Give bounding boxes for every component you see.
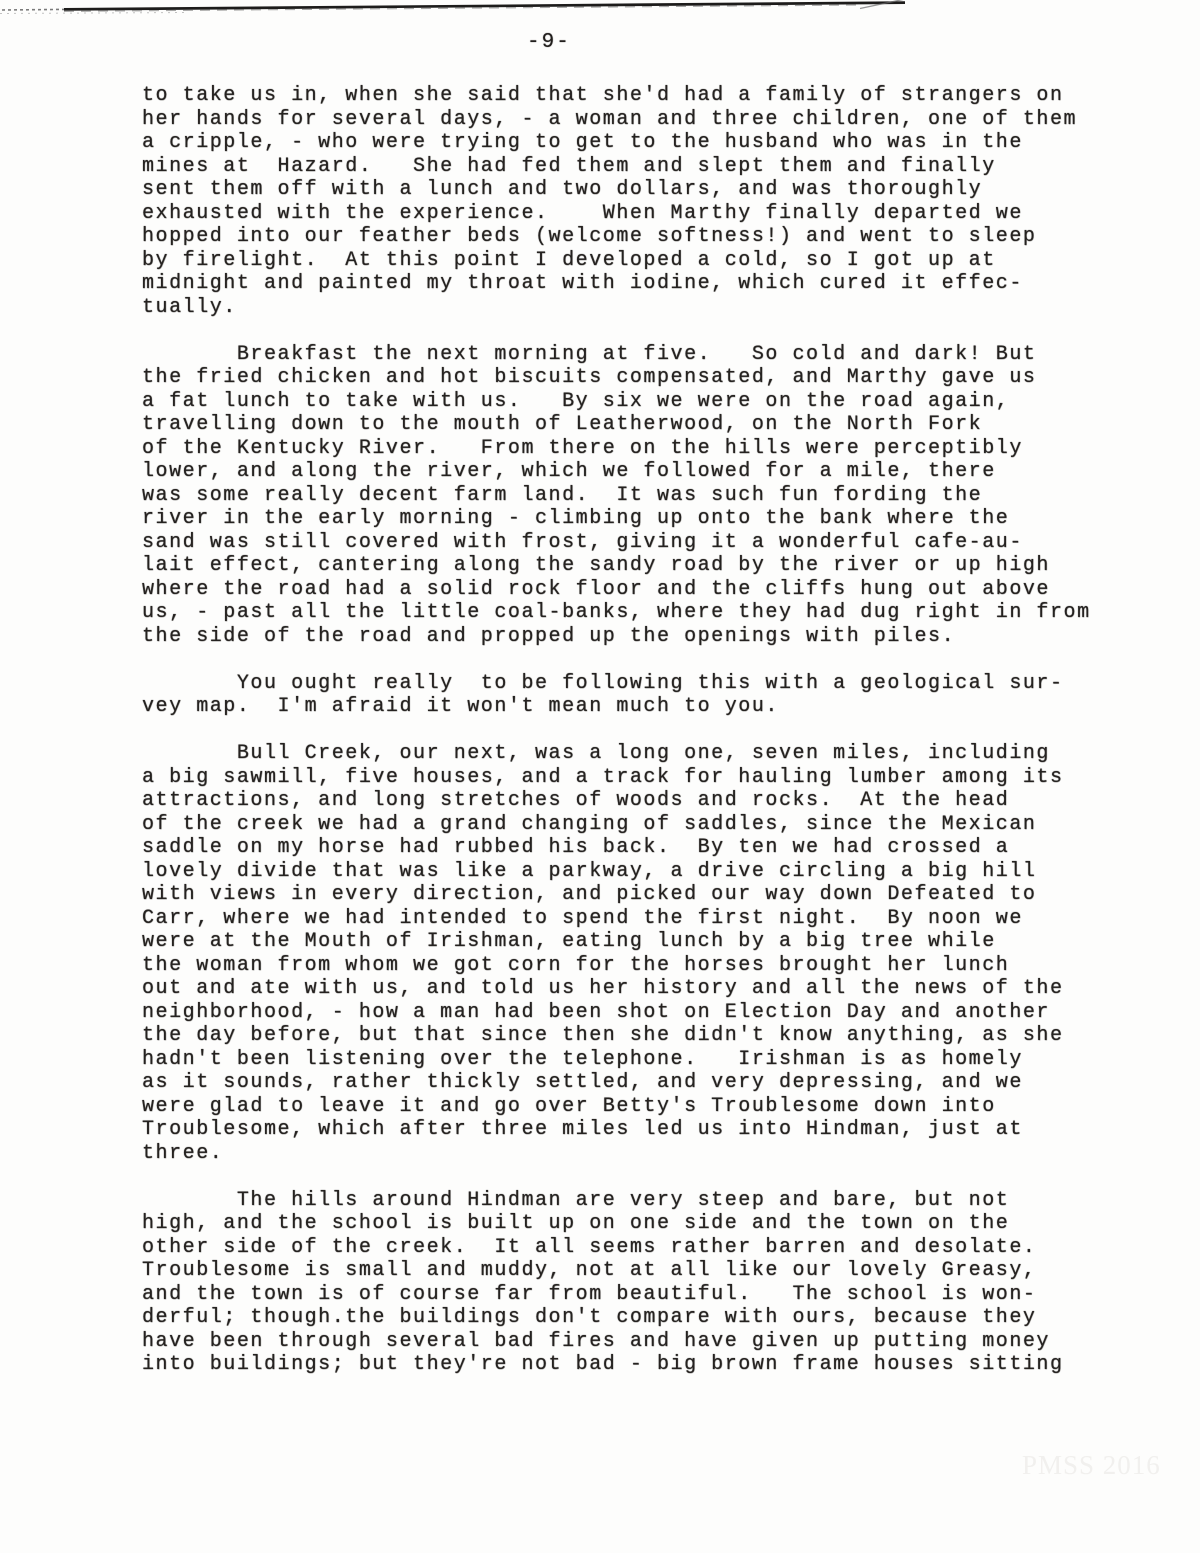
text-line: midnight and painted my throat with iodine, which cured it effec-: [142, 272, 1023, 295]
text-line: river in the early morning - climbing up onto the bank where the: [142, 507, 1010, 530]
text-line: sent them off with a lunch and two dollars, and was thoroughly: [142, 178, 983, 201]
document-body: [142, 84, 1152, 1400]
text-line: a cripple, - who were trying to get to the husband who was in the: [142, 131, 1023, 154]
text-line: with views in every direction, and picked our way down Defeated to: [142, 883, 1037, 906]
text-line: attractions, and long stretches of woods and rocks. At the head: [142, 789, 1010, 812]
text-line: Troublesome, which after three miles led us into Hindman, just at: [142, 1118, 1023, 1141]
watermark: PMSS 2016: [1022, 1450, 1161, 1480]
text-line: lower, and along the river, which we followed for a mile, there: [142, 460, 996, 483]
text-line: of the creek we had a grand changing of saddles, since the Mexican: [142, 812, 1037, 836]
text-line: the woman from whom we got corn for the horses brought her lunch: [142, 953, 1010, 977]
text-line: the fried chicken and hot biscuits compensated, and Marthy gave us: [142, 366, 1037, 389]
text-line: into buildings; but they're not bad - big brown frame houses sitting: [142, 1353, 1064, 1376]
text-line: saddle on my horse had rubbed his back. By ten we had crossed a: [142, 836, 1010, 859]
text-line: her hands for several days, - a woman and three children, one of them: [142, 107, 1078, 131]
text-line: by firelight. At this point I developed a cold, so I got up at: [142, 248, 996, 272]
paragraph: [142, 343, 1152, 649]
text-line: the side of the road and propped up the openings with piles.: [142, 624, 956, 648]
text-line: out and ate with us, and told us her history and all the news of the: [142, 977, 1064, 1000]
text-line: Bull Creek, our next, was a long one, seven miles, including: [142, 742, 1050, 765]
text-line: was some really decent farm land. It was such fun fording the: [142, 483, 983, 507]
text-line: mines at Hazard. She had fed them and slept them and finally: [142, 154, 996, 178]
text-line: lait effect, cantering along the sandy road by the river or up high: [142, 554, 1050, 577]
text-line: us, - past all the little coal-banks, where they had dug right in from: [142, 601, 1091, 624]
text-line: Troublesome is small and muddy, not at all like our lovely Greasy,: [142, 1259, 1037, 1282]
text-line: sand was still covered with frost, giving it a wonderful cafe-au-: [142, 530, 1023, 554]
text-line: tually.: [142, 295, 237, 319]
text-line: hopped into our feather beds (welcome softness!) and went to sleep: [142, 225, 1037, 248]
text-line: travelling down to the mouth of Leatherwood, on the North Fork: [142, 413, 983, 436]
text-line: where the road had a solid rock floor and the cliffs hung out above: [142, 577, 1050, 601]
text-line: Carr, where we had intended to spend the first night. By noon we: [142, 906, 1023, 930]
text-line: other side of the creek. It all seems rather barren and desolate.: [142, 1235, 1037, 1259]
text-line: of the Kentucky River. From there on the hills were perceptibly: [142, 436, 1023, 460]
text-line: The hills around Hindman are very steep and bare, but not: [142, 1188, 1010, 1212]
text-line: a big sawmill, five houses, and a track for hauling lumber among its: [142, 765, 1064, 789]
paragraph: [142, 672, 1152, 719]
page-number: -9-: [527, 31, 571, 54]
text-line: hadn't been listening over the telephone. Irishman is as homely: [142, 1047, 1023, 1071]
text-line: neighborhood, - how a man had been shot on Election Day and another: [142, 1000, 1050, 1024]
text-line: exhausted with the experience. When Marthy finally departed we: [142, 201, 1023, 225]
text-line: vey map. I'm afraid it won't mean much to you.: [142, 695, 779, 718]
paragraph: [142, 1189, 1152, 1377]
text-line: as it sounds, rather thickly settled, and very depressing, and we: [142, 1071, 1023, 1094]
text-line: have been through several bad fires and have given up putting money: [142, 1329, 1050, 1353]
text-line: lovely divide that was like a parkway, a drive circling a big hill: [142, 859, 1037, 883]
scan-edge-artifact: [0, 0, 1200, 30]
text-line: You ought really to be following this with a geological sur-: [142, 671, 1064, 695]
text-line: Breakfast the next morning at five. So cold and dark! But: [142, 342, 1037, 366]
paragraph: [142, 742, 1152, 1165]
text-line: were at the Mouth of Irishman, eating lunch by a big tree while: [142, 930, 996, 953]
text-line: were glad to leave it and go over Betty's Troublesome down into: [142, 1094, 996, 1118]
text-line: high, and the school is built up on one side and the town on the: [142, 1212, 1010, 1235]
text-line: the day before, but that since then she didn't know anything, as she: [142, 1024, 1064, 1047]
text-line: to take us in, when she said that she'd had a family of strangers on: [142, 84, 1064, 107]
text-line: derful; though.the buildings don't compare with ours, because they: [142, 1306, 1037, 1329]
paragraph: [142, 84, 1152, 319]
text-line: three.: [142, 1141, 224, 1165]
text-line: and the town is of course far from beautiful. The school is won-: [142, 1282, 1037, 1306]
text-line: a fat lunch to take with us. By six we were on the road again,: [142, 389, 1010, 413]
